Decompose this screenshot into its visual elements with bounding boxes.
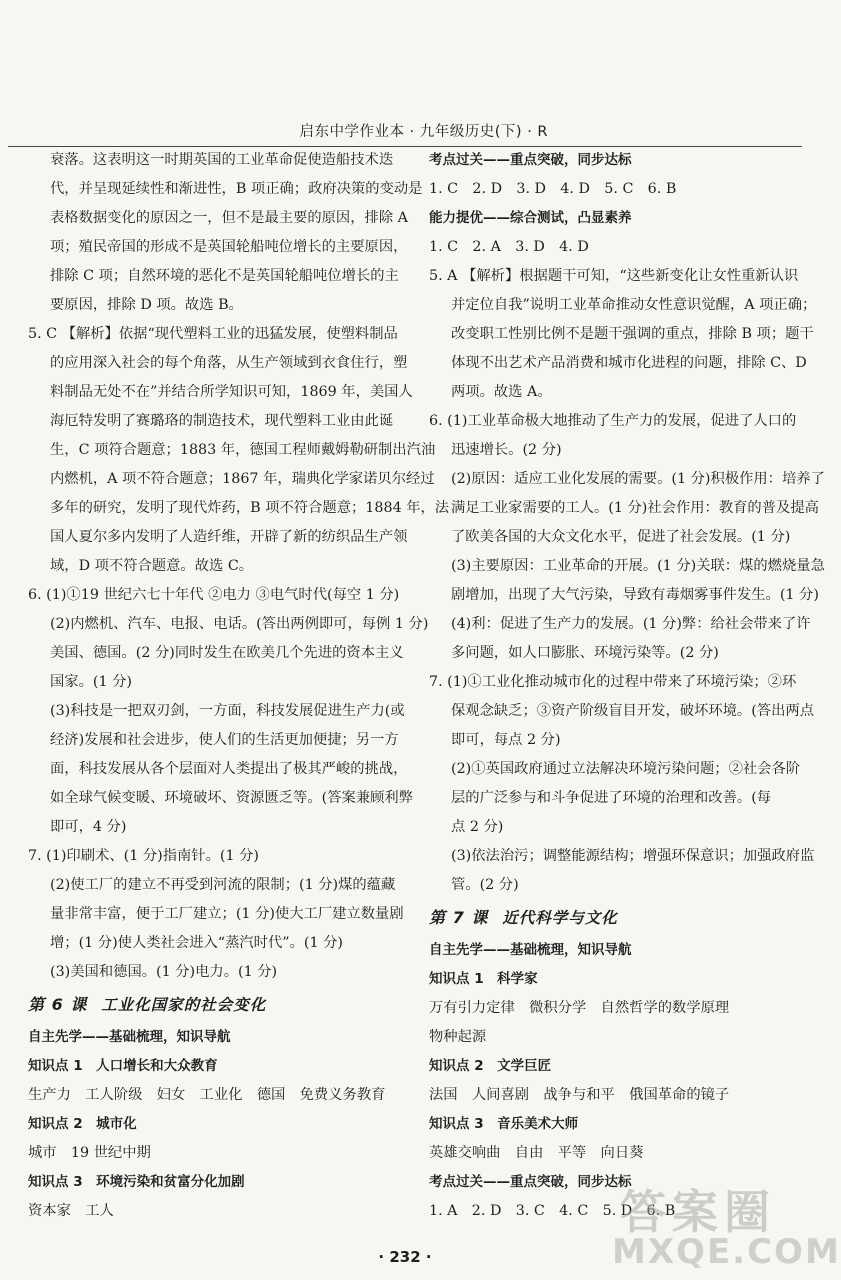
text-line: 体现不出艺术产品消费和城市化进程的问题，排除 C、D — [451, 355, 807, 371]
text-line: 物种起源 — [429, 1029, 487, 1045]
lesson-number: 第 7 课 — [429, 908, 489, 927]
text-line: 多年的研究，发明了现代炸药，B 项不符合题意；1884 年，法 — [50, 500, 450, 516]
text-line: 面，科技发展从各个层面对人类提出了极其严峻的挑战， — [50, 761, 408, 777]
section-heading: 考点过关——重点突破，同步达标 — [429, 152, 632, 168]
text-line: (2)①英国政府通过立法解决环境污染问题；②社会各阶 — [451, 761, 801, 777]
text-line: 城市 19 世纪中期 — [28, 1145, 151, 1161]
text-line: 1. C 2. D 3. D 4. D 5. C 6. B — [429, 181, 677, 197]
text-line: 英雄交响曲 自由 平等 向日葵 — [429, 1145, 644, 1161]
text-line: 增；(1 分)使人类社会进入“蒸汽时代”。(1 分) — [50, 935, 343, 951]
text-line: 6. (1)①19 世纪六七十年代 ②电力 ③电气时代(每空 1 分) — [28, 587, 400, 603]
section-heading: 知识点 2 文学巨匠 — [429, 1058, 552, 1074]
text-line: 排除 C 项；自然环境的恶化不是英国轮船吨位增长的主 — [50, 268, 399, 284]
text-line: 海厄特发明了赛璐珞的制造技术，现代塑料工业由此诞 — [50, 413, 394, 429]
text-line: 管。(2 分) — [451, 877, 519, 893]
text-line: (2)原因：适应工业化发展的需要。(1 分)积极作用：培养了 — [451, 471, 825, 487]
text-line: 了欧美各国的大众文化水平，促进了社会发展。(1 分) — [451, 529, 791, 545]
text-line: 5. C 【解析】依据“现代塑料工业的迅猛发展，使塑料制品 — [28, 326, 398, 342]
text-line: 表格数据变化的原因之一，但不是最主要的原因，排除 A — [50, 210, 408, 226]
watermark-logo: 答案圈 — [620, 1185, 776, 1239]
lesson-heading — [28, 987, 413, 1023]
section-heading: 知识点 1 科学家 — [429, 971, 538, 987]
text-line: 经济)发展和社会进步，使人们的生活更加便捷；另一方 — [50, 732, 399, 748]
text-line: 即可，4 分) — [50, 819, 127, 835]
text-line: 资本家 工人 — [28, 1203, 114, 1219]
text-line: 万有引力定律 微积分学 自然哲学的数学原理 — [429, 1000, 730, 1016]
text-line: 7. (1)印刷术、(1 分)指南针。(1 分) — [28, 848, 259, 864]
watermark-site: MXQE.COM — [612, 1232, 841, 1272]
text-line: 法国 人间喜剧 战争与和平 俄国革命的镜子 — [429, 1087, 730, 1103]
text-line: 并定位自我”说明工业革命推动女性意识觉醒，A 项正确； — [451, 297, 817, 313]
text-line: 6. (1)工业革命极大地推动了生产力的发展，促进了人口的 — [429, 413, 797, 429]
text-line: 国家。(1 分) — [50, 674, 132, 690]
section-heading: 知识点 2 城市化 — [28, 1116, 137, 1132]
text-line: 量非常丰富，便于工厂建立；(1 分)使大工厂建立数量剧 — [50, 906, 404, 922]
text-line: 代，并呈现延续性和渐进性，B 项正确；政府决策的变动是 — [50, 181, 423, 197]
text-line: 生产力 工人阶级 妇女 工业化 德国 免费义务教育 — [28, 1087, 386, 1103]
text-line: 如全球气候变暖、环境破坏、资源匮乏等。(答案兼顾利弊 — [50, 790, 413, 806]
section-heading: 考点过关——重点突破，同步达标 — [429, 1174, 632, 1190]
text-line: 衰落。这表明这一时期英国的工业革命促使造船技术迭 — [50, 152, 394, 168]
watermark — [612, 1176, 841, 1276]
text-line: (3)主要原因：工业革命的开展。(1 分)关联：煤的燃烧量急 — [451, 558, 825, 574]
text-line: (2)使工厂的建立不再受到河流的限制；(1 分)煤的蕴藏 — [50, 877, 396, 893]
book-title: 启东中学作业本 · 九年级历史(下) · R — [299, 124, 548, 140]
text-line: 改变职工性别比例不是题干强调的重点，排除 B 项；题干 — [451, 326, 814, 342]
text-line: (3)科技是一把双刃剑，一方面，科技发展促进生产力(或 — [50, 703, 405, 719]
lesson-title: 近代科学与文化 — [502, 909, 618, 927]
text-line: (2)内燃机、汽车、电报、电话。(答出两例即可，每例 1 分) — [50, 616, 429, 632]
text-line: 即可，每点 2 分) — [451, 732, 561, 748]
lesson-number: 第 6 课 — [28, 995, 88, 1014]
text-line: (4)利：促进了生产力的发展。(1 分)弊：给社会带来了许 — [451, 616, 811, 632]
text-line: 国人夏尔多内发明了人造纤维，开辟了新的纺织品生产领 — [50, 529, 408, 545]
section-heading: 自主先学——基础梳理，知识导航 — [28, 1029, 231, 1045]
text-line: 剧增加，出现了大气污染，导致有毒烟雾事件发生。(1 分) — [451, 587, 819, 603]
text-line: 1. C 2. A 3. D 4. D — [429, 239, 589, 255]
text-line: 要原因，排除 D 项。故选 B。 — [50, 297, 243, 313]
text-line: 项；殖民帝国的形成不是英国轮船吨位增长的主要原因， — [50, 239, 408, 255]
text-line: (3)依法治污；调整能源结构；增强环保意识；加强政府监 — [451, 848, 815, 864]
lesson-title: 工业化国家的社会变化 — [101, 996, 267, 1014]
text-line: 料制品无处不在”并结合所学知识可知，1869 年，美国人 — [50, 384, 413, 400]
section-heading: 能力提优——综合测试，凸显素养 — [429, 210, 632, 226]
left-column — [28, 146, 450, 1226]
text-line: 1. A 2. D 3. C 4. C 5. D 6. B — [429, 1203, 676, 1219]
right-column — [429, 146, 825, 1226]
text-line: (3)美国和德国。(1 分)电力。(1 分) — [50, 964, 278, 980]
text-line: 保观念缺乏；③资产阶级盲目开发，破坏环境。(答出两点 — [451, 703, 814, 719]
text-line: 迅速增长。(2 分) — [451, 442, 562, 458]
section-heading: 知识点 1 人口增长和大众教育 — [28, 1058, 218, 1074]
section-heading: 知识点 3 音乐美术大师 — [429, 1116, 579, 1132]
lesson-heading — [429, 900, 810, 936]
page-number: · 232 · — [378, 1248, 432, 1266]
text-line: 多问题，如人口膨胀、环境污染等。(2 分) — [451, 645, 719, 661]
page-header — [0, 118, 810, 142]
section-heading: 知识点 3 环境污染和贫富分化加剧 — [28, 1174, 245, 1190]
text-line: 5. A 【解析】根据题干可知，“这些新变化让女性重新认识 — [429, 268, 799, 284]
text-line: 的应用深入社会的每个角落，从生产领域到衣食住行，塑 — [50, 355, 408, 371]
text-line: 两项。故选 A。 — [451, 384, 552, 400]
text-line: 内燃机，A 项不符合题意；1867 年，瑞典化学家诺贝尔经过 — [50, 471, 435, 487]
text-line: 美国、德国。(2 分)同时发生在欧美几个先进的资本主义 — [50, 645, 404, 661]
section-heading: 自主先学——基础梳理，知识导航 — [429, 942, 632, 958]
text-line: 满足工业家需要的工人。(1 分)社会作用：教育的普及提高 — [451, 500, 819, 516]
text-line: 域，D 项不符合题意。故选 C。 — [50, 558, 254, 574]
text-line: 生，C 项符合题意；1883 年，德国工程师戴姆勒研制出汽油 — [50, 442, 436, 458]
text-line: 7. (1)①工业化推动城市化的过程中带来了环境污染；②环 — [429, 674, 797, 690]
text-line: 层的广泛参与和斗争促进了环境的治理和改善。(每 — [451, 790, 772, 806]
text-line: 点 2 分) — [451, 819, 504, 835]
